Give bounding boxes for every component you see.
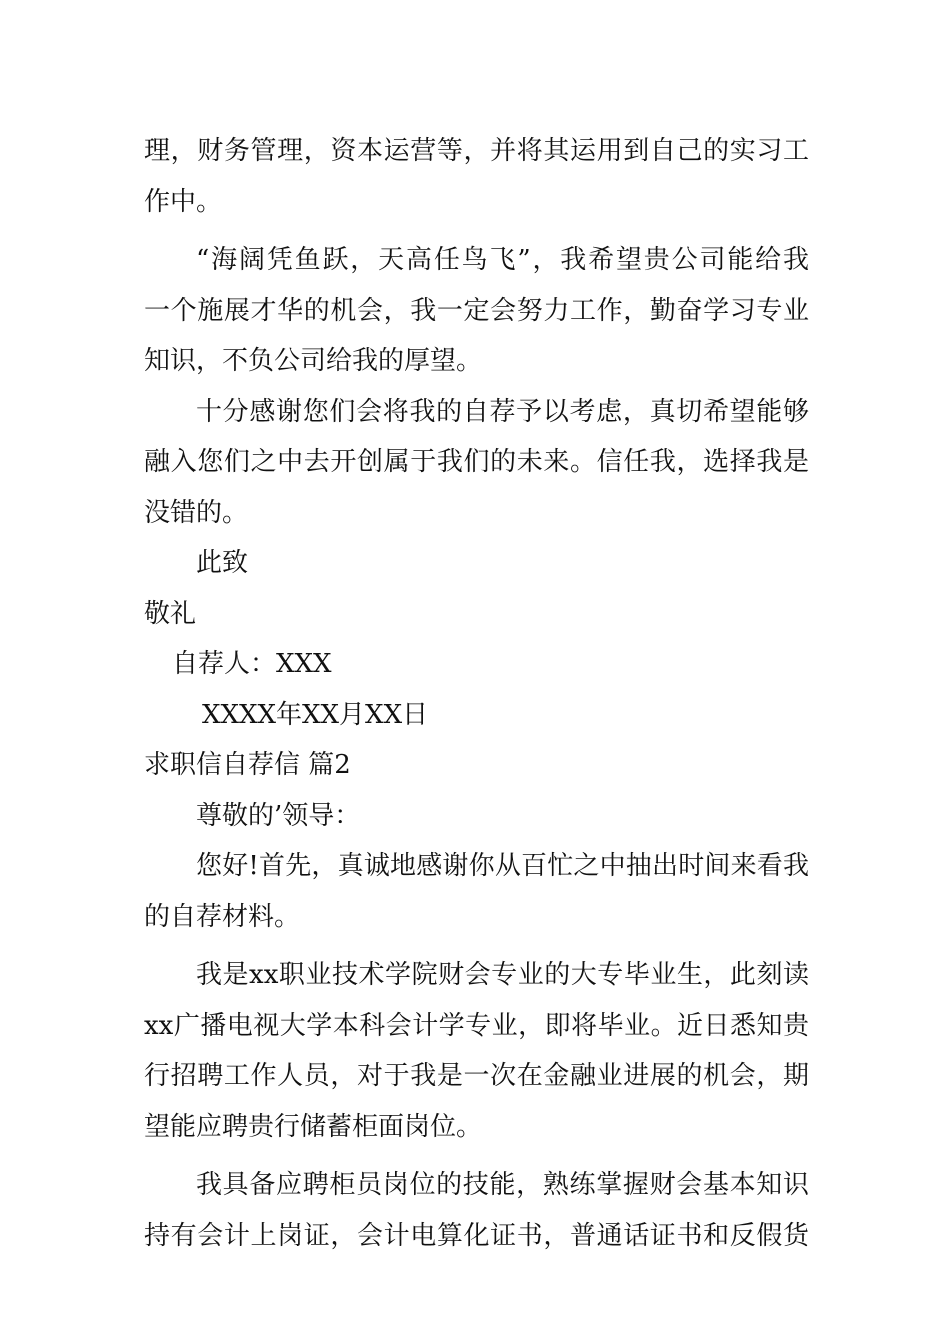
- greeting: [144, 791, 809, 842]
- text-line: 知识，不负公司给我的厚望。: [144, 346, 483, 376]
- text-line: 融入您们之中去开创属于我们的未来。信任我，选择我是: [144, 447, 809, 477]
- closing-regards: [144, 589, 809, 640]
- text-line: xx广播电视大学本科会计学专业，即将毕业。近日悉知贵: [144, 1010, 809, 1041]
- text-line: 求职信自荐信 篇2: [144, 750, 351, 780]
- text-line: 我是xx职业技术学院财会专业的大专毕业生，此刻读: [196, 960, 809, 990]
- text-line: 您好!首先，真诚地感谢你从百忙之中抽出时间来看我: [196, 851, 809, 881]
- text-line: 的自荐材料。: [144, 901, 301, 932]
- text-line: “海阔凭鱼跃，天高任鸟飞”，我希望贵公司能给我: [196, 245, 809, 275]
- paragraph: [144, 841, 809, 942]
- date: [144, 690, 809, 741]
- text-line: 持有会计上岗证，会计电算化证书，普通话证书和反假货: [144, 1220, 809, 1251]
- paragraph: [144, 126, 809, 227]
- text-line: 此致: [196, 548, 249, 578]
- text-line: 一个施展才华的机会，我一定会努力工作，勤奋学习专业: [144, 295, 809, 326]
- paragraph: [144, 387, 809, 539]
- text-line: 我具备应聘柜员岗位的技能，熟练掌握财会基本知识: [196, 1170, 809, 1200]
- paragraph: [144, 1160, 809, 1261]
- text-line: 望能应聘贵行储蓄柜面岗位。: [144, 1111, 483, 1142]
- text-line: 自荐人：XXX: [172, 649, 332, 679]
- signature: [144, 639, 809, 690]
- text-line: 敬礼: [144, 598, 197, 629]
- closing-salutation: [144, 538, 809, 589]
- section-heading: [144, 740, 809, 791]
- document-body: [144, 126, 809, 1261]
- text-line: 作中。: [144, 186, 223, 217]
- paragraph: [144, 235, 809, 387]
- text-line: 没错的。: [144, 497, 249, 528]
- text-line: 尊敬的’领导：: [196, 800, 361, 831]
- paragraph: [144, 950, 809, 1152]
- text-line: XXXX年XX月XX日: [202, 699, 429, 730]
- text-line: 行招聘工作人员，对于我是一次在金融业进展的机会，期: [144, 1061, 809, 1091]
- text-line: 理，财务管理，资本运营等，并将其运用到自己的实习工: [144, 136, 809, 166]
- text-line: 十分感谢您们会将我的自荐予以考虑，真切希望能够: [196, 396, 809, 427]
